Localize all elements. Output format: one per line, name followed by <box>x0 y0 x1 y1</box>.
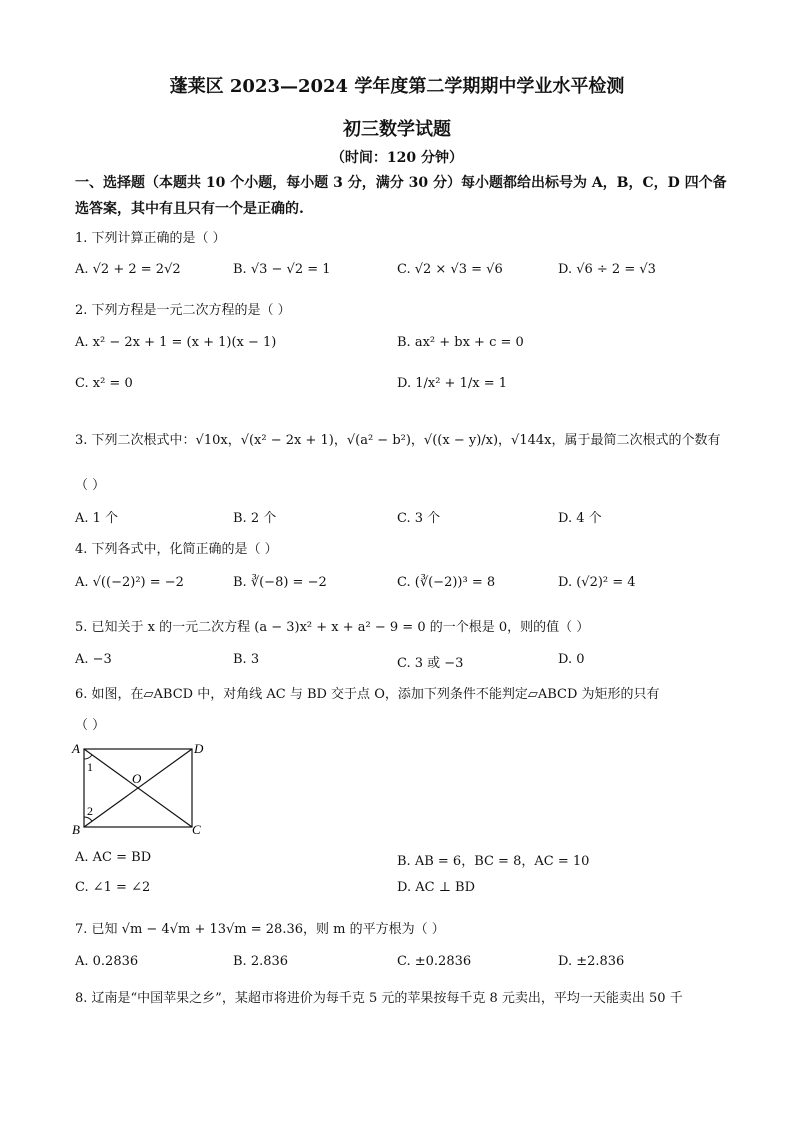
angle-1-label: 1 <box>87 760 93 774</box>
q7-option-a: A. 0.2836 <box>75 954 139 969</box>
angle-1-arc <box>84 755 92 759</box>
q2-option-b: B. ax² + bx + c = 0 <box>397 335 524 350</box>
vertex-b-label: B <box>72 822 80 837</box>
vertex-a-label: A <box>72 741 80 756</box>
exam-title: 蓬莱区 2023—2024 学年度第二学期期中学业水平检测 <box>169 76 625 97</box>
q2-option-a: A. x² − 2x + 1 = (x + 1)(x − 1) <box>75 335 277 350</box>
q3-option-a: A. 1 个 <box>75 511 119 526</box>
question-3-paren: （ ） <box>75 478 106 493</box>
q5-option-b: B. 3 <box>233 652 260 667</box>
vertex-d-label: D <box>194 741 204 756</box>
q1-option-d: D. √6 ÷ 2 = √3 <box>558 262 656 277</box>
q6-option-d: D. AC ⊥ BD <box>397 880 476 895</box>
question-8-stem: 8. 辽南是“中国苹果之乡”，某超市将进价为每千克 5 元的苹果按每千克 8 元卖出，平均一天能卖出 50 千 <box>75 991 683 1006</box>
question-7-stem: 7. 已知 √m − 4√m + 13√m = 28.36，则 m 的平方根为（ ） <box>75 922 445 937</box>
q6-option-a: A. AC = BD <box>75 850 152 865</box>
q2-option-d: D. 1/x² + 1/x = 1 <box>397 376 507 391</box>
q4-option-d: D. (√2)² = 4 <box>558 575 636 590</box>
angle-2-label: 2 <box>87 804 93 818</box>
section-1-instructions: 一、选择题（本题共 10 个小题，每小题 3 分，满分 30 分）每小题都给出标号为 A，B，C，D 四个备选答案，其中有且只有一个是正确的. <box>75 175 727 217</box>
question-1-stem: 1. 下列计算正确的是（ ） <box>75 231 226 246</box>
q7-option-d: D. ±2.836 <box>558 954 625 969</box>
question-2-stem: 2. 下列方程是一元二次方程的是（ ） <box>75 303 291 318</box>
q4-option-b: B. ∛(−8) = −2 <box>233 575 327 590</box>
rectangle-abcd-figure <box>68 737 218 837</box>
q5-option-c: C. 3 或 −3 <box>397 656 464 671</box>
q7-option-b: B. 2.836 <box>233 954 289 969</box>
q7-option-c: C. ±0.2836 <box>397 954 472 969</box>
q4-option-a: A. √((−2)²) = −2 <box>75 575 184 590</box>
question-5-stem: 5. 已知关于 x 的一元二次方程 (a − 3)x² + x + a² − 9 = 0 的一个根是 0，则的值（ ） <box>75 620 590 635</box>
question-6-paren: （ ） <box>75 718 106 733</box>
q3-option-d: D. 4 个 <box>558 511 602 526</box>
q5-option-a: A. −3 <box>75 652 112 667</box>
q6-option-b: B. AB = 6，BC = 8，AC = 10 <box>397 854 590 869</box>
q1-option-c: C. √2 × √3 = √6 <box>397 262 503 277</box>
q4-option-c: C. (∛(−2))³ = 8 <box>397 575 496 590</box>
question-3-stem: 3. 下列二次根式中：√10x，√(x² − 2x + 1)，√(a² − b²)，√((x − y)/x)，√144x，属于最简二次根式的个数有 <box>75 433 721 448</box>
q3-option-b: B. 2 个 <box>233 511 277 526</box>
exam-time: （时间：120 分钟） <box>330 150 464 166</box>
question-4-stem: 4. 下列各式中，化简正确的是（ ） <box>75 542 278 557</box>
exam-subtitle: 初三数学试题 <box>343 119 451 140</box>
q3-option-c: C. 3 个 <box>397 511 441 526</box>
q6-option-c: C. ∠1 = ∠2 <box>75 880 151 895</box>
q5-option-d: D. 0 <box>558 652 585 667</box>
center-o-label: O <box>132 771 142 786</box>
question-6-stem: 6. 如图，在▱ABCD 中，对角线 AC 与 BD 交于点 O，添加下列条件不能判定▱ABCD 为矩形的只有 <box>75 687 660 702</box>
vertex-c-label: C <box>192 822 201 837</box>
q2-option-c: C. x² = 0 <box>75 376 133 391</box>
q1-option-a: A. √2 + 2 = 2√2 <box>75 262 181 277</box>
q1-option-b: B. √3 − √2 = 1 <box>233 262 331 277</box>
